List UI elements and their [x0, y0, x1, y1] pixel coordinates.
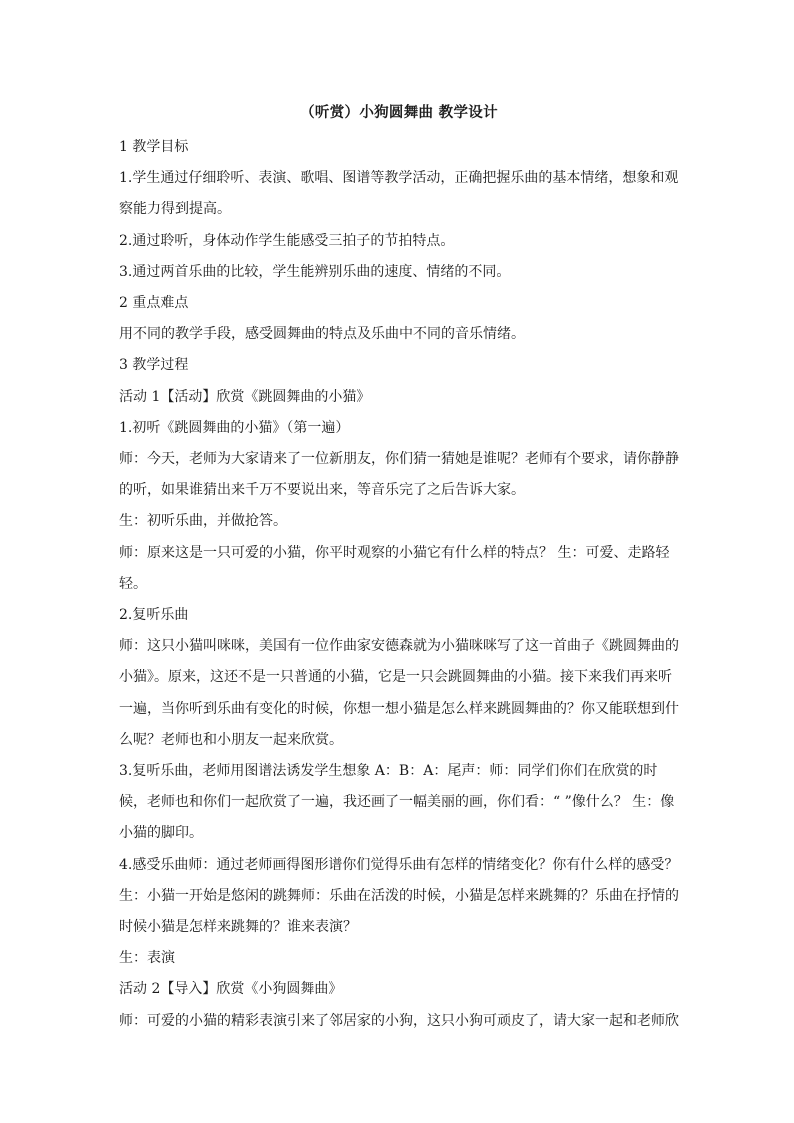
paragraph-objective-3: 3.通过两首乐曲的比较，学生能辨别乐曲的速度、情绪的不同。 — [119, 263, 511, 280]
activity-2-heading: 活动 2【导入】欣赏《小狗圆舞曲》 — [119, 981, 343, 998]
paragraph-key-points: 用不同的教学手段，感受圆舞曲的特点及乐曲中不同的音乐情绪。 — [119, 326, 525, 343]
paragraph-teacher-story: 师：这只小猫叫咪咪，美国有一位作曲家安德森就为小猫咪咪写了这一首曲子《跳圆舞曲的小猫》。原来，这还不是一只普通的小猫，它是一只会跳圆舞曲的小猫。接下来我们再来听一遍，当你听到乐曲有变化的时候，你想一想小猫是怎么样来跳圆舞曲的？你又能联想到什么呢？老师也和小朋友一起来欣赏。 — [119, 638, 679, 748]
paragraph-objective-2: 2.通过聆听，身体动作学生能感受三拍子的节拍特点。 — [119, 232, 455, 249]
step-2-heading: 2.复听乐曲 — [119, 607, 189, 624]
section-heading-process: 3 教学过程 — [119, 357, 189, 374]
section-heading-key-points: 2 重点难点 — [119, 295, 189, 312]
paragraph-student-answer: 生：初听乐曲，并做抢答。 — [119, 513, 287, 530]
paragraph-teacher-cat: 师：原来这是一只可爱的小猫，你平时观察的小猫它有什么样的特点？ 生：可爱、走路轻轻。 — [119, 544, 670, 592]
paragraph-step-4: 4.感受乐曲师：通过老师画得图形谱你们觉得乐曲有怎样的情绪变化？你有什么样的感受？生：小猫一开始是悠闲的跳舞师：乐曲在活泼的时候，小猫是怎样来跳舞的？乐曲在抒情的时候小猫是怎样来跳舞的？谁来表演？ — [119, 856, 679, 936]
paragraph-teacher-intro: 师：今天，老师为大家请来了一位新朋友，你们猜一猜她是谁呢？老师有个要求，请你静静的听，如果谁猜出来千万不要说出来，等音乐完了之后告诉大家。 — [119, 451, 679, 499]
section-heading-objectives: 1 教学目标 — [119, 139, 189, 155]
step-1-heading: 1.初听《跳圆舞曲的小猫》（第一遍） — [119, 419, 350, 436]
document-title: （听赏）小狗圆舞曲 教学设计 — [300, 104, 498, 121]
paragraph-step-3: 3.复听乐曲，老师用图谱法诱发学生想象 A：B：A：尾声：师：同学们你们在欣赏的时候，老师也和你们一起欣赏了一遍，我还画了一幅美丽的画，你们看：“ ”像什么？ 生：像小猫的脚印。 — [119, 763, 675, 842]
paragraph-objective-1: 1.学生通过仔细聆听、表演、歌唱、图谱等教学活动，正确把握乐曲的基本情绪，想象和观察能力得到提高。 — [119, 170, 679, 218]
activity-1-heading: 活动 1【活动】欣赏《跳圆舞曲的小猫》 — [119, 388, 371, 405]
document-body — [119, 132, 679, 1037]
paragraph-student-perform: 生：表演 — [119, 950, 175, 967]
paragraph-teacher-dog: 师：可爱的小猫的精彩表演引来了邻居家的小狗，这只小狗可顽皮了，请大家一起和老师欣 — [119, 1012, 679, 1029]
